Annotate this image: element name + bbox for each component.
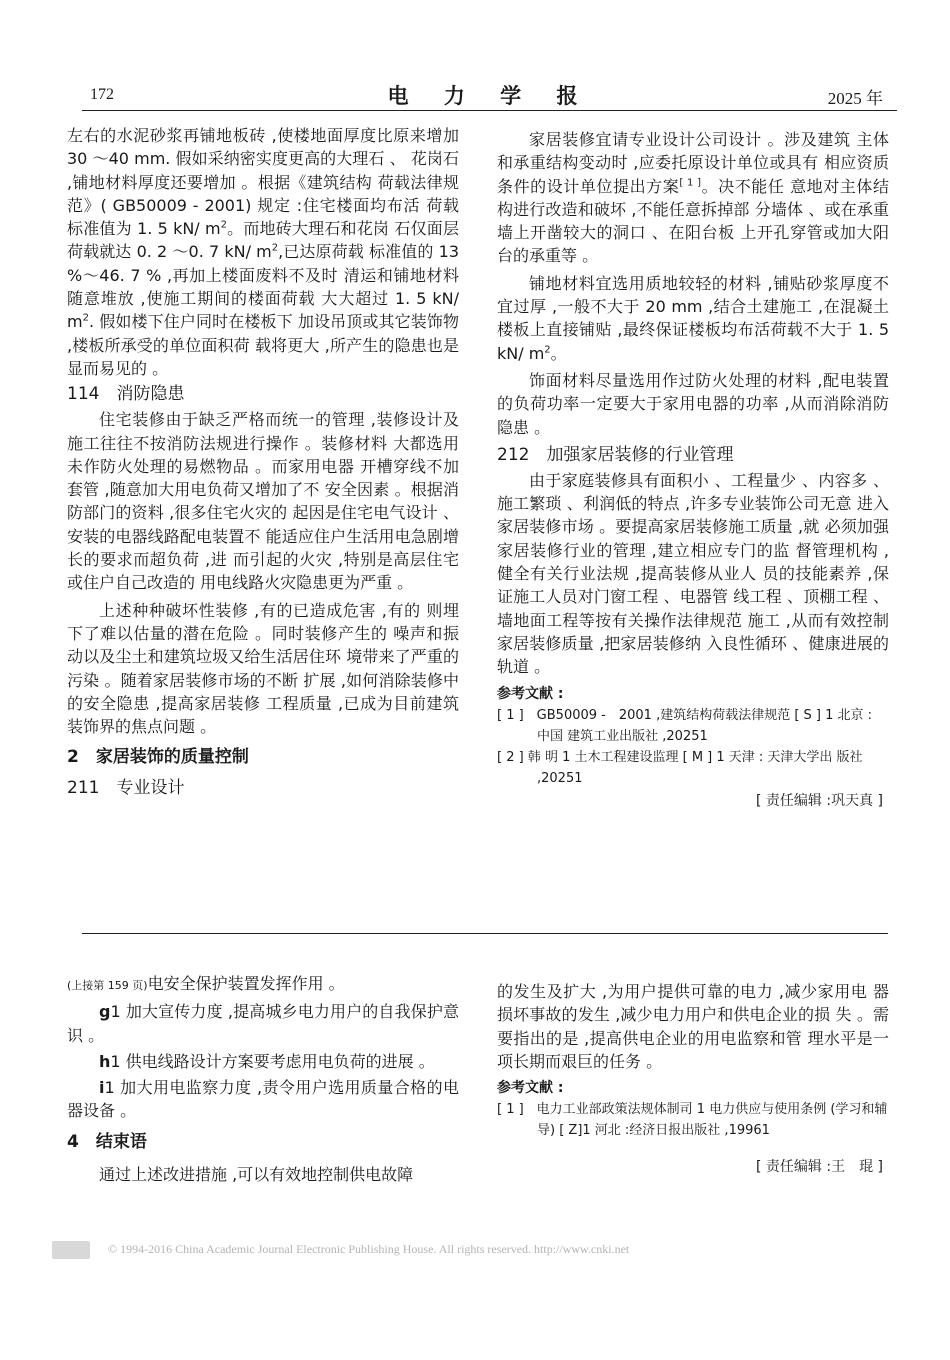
cnki-logo-icon (52, 1241, 90, 1259)
section-heading-quality-control: 2 家居装饰的质量控制 (67, 747, 249, 768)
paragraph-finish-material: 饰面材料尽量选用作过防火处理的材料 ,配电装置的负荷功率一定要大于家用电器的功率 ,从而消除消防隐患 。 (497, 370, 889, 437)
section-heading-conclusion: 4 结束语 (67, 1131, 147, 1152)
responsible-editor: [ 责任编辑 :巩天真 ] (756, 792, 883, 809)
reference-item: [ 2 ] 韩 明 1 土木工程建设监理 [ M ] 1 天津 : 天津大学出 版社 ,20251 (497, 749, 863, 786)
paragraph-conclusion-start: 通过上述改进措施 ,可以有效地控制供电故障 (99, 1164, 414, 1184)
continued-column-left (67, 972, 459, 1186)
paragraph-conclusion-end: 的发生及扩大 ,为用户提供可靠的电力 ,减少家用电 器损坏事故的发生 ,减少电力用户和供电企业的损 失 。需要指出的是 ,提高供电企业的用电监察和管 理水平是一项长期而艰巨的任务 。 (497, 982, 889, 1071)
reference-item: [ 1 ] GB50009 - 2001 ,建筑结构荷载法律规范 [ S ] 1 北京 : 中国 建筑工业出版社 ,20251 (497, 707, 873, 744)
article-separator-rule (82, 933, 888, 934)
paragraph-floor-load: 左右的水泥砂浆再铺地板砖 ,使楼地面厚度比原来增加 30 ～40 mm. 假如采纳密实度更高的大理石 、 花岗石 ,铺地材料厚度还要增加 。根据《建筑结构 荷载法律规范》( GB50009 - 2001) 规定 :住宅楼面均布活 荷载标准值为 1. 5 kN/ $m^2$。而地砖大理石和花岗 石仅面层荷载就达 0. 2 ～0. 7 kN/ $m^2$,已达原荷载 标准值的 13 %～46. 7 % ,再加上楼面废料不及时 清运和铺地材料随意堆放 ,使施工期间的楼面荷载 大大超过 1. 5 kN/ $m^2$. 假如楼下住户同时在楼板下 加设吊顶或其它装饰物 ,楼板所承受的单位面积荷 载将更大 ,所产生的隐患也是显而易见的 。 (67, 126, 459, 378)
section-heading-fire-hazard: 114 消防隐患 (67, 384, 185, 405)
journal-title: 电 力 学 报 (387, 84, 592, 108)
paragraph-continued: (上接第 159 页)电安全保护装置发挥作用 。 (67, 974, 345, 993)
continued-from-label: (上接第 159 页) (67, 979, 148, 992)
paragraph-floor-material: 铺地材料宜选用质地较轻的材料 ,铺贴砂浆厚度不宜过厚 ,一般不大于 20 mm ,结合土建施工 ,在混凝土楼板上直接铺贴 ,最终保证楼板均布活荷载不大于 1. 5 kN/ $m^2$。 (497, 273, 889, 363)
copyright-text: © 1994-2016 China Academic Journal Electronic Publishing House. All rights reserved. http://www.cnki.net (108, 1242, 630, 1256)
references-heading: 参考文献 : (497, 1080, 564, 1097)
list-item-h: h1 供电线路设计方案要考虑用电负荷的进展 。 (99, 1051, 435, 1071)
running-header (82, 80, 897, 110)
list-item-g: g1 加大宣传力度 ,提高城乡电力用户的自我保护意识 。 (67, 1002, 459, 1045)
responsible-editor: [ 责任编辑 :王 琨 ] (756, 1159, 883, 1176)
article-column-left (67, 124, 459, 804)
paragraph-damaging-renovation: 上述种种破坏性装修 ,有的已造成危害 ,有的 则埋下了难以估量的潜在危险 。同时装修产生的 噪声和振动以及尘土和建筑垃圾又给生活居住环 境带来了严重的污染 。随着家居装修市场的不断 扩展 ,如何消除装修中的安全隐患 ,提高家居装修 工程质量 ,已成为目前建筑装饰界的焦点问题 。 (67, 600, 459, 737)
issue-year: 2025 年 (827, 89, 883, 108)
reference-item: [ 1 ] 电力工业部政策法规体制司 1 电力供应与使用条例 (学习和辅导) [ Z]1 河北 :经济日报出版社 ,19961 (497, 1102, 888, 1139)
copyright-footer (52, 1241, 752, 1261)
article-column-right (497, 128, 889, 813)
list-item-i: i1 加大用电监察力度 ,责令用户选用质量合格的电器设备 。 (67, 1078, 459, 1121)
header-rule (82, 110, 897, 111)
paragraph-professional-design: 家居装修宜请专业设计公司设计 。涉及建筑 主体和承重结构变动时 ,应委托原设计单位或具有 相应资质条件的设计单位提出方案[ 1 ]。决不能任 意地对主体结构进行改造和破坏 ,不能任意拆掉部 分墙体 、或在承重墙上开凿较大的洞口 、在阳台板 上开孔穿管或加大阳台的承重等 。 (497, 130, 889, 266)
paragraph-fire-hazard: 住宅装修由于缺乏严格而统一的管理 ,装修设计及施工往往不按消防法规进行操作 。装修材料 大都选用未作防火处理的易燃物品 。而家用电器 开槽穿线不加套管 ,随意加大用电负荷又增加了不 安全因素 。根据消防部门的资料 ,很多住宅火灾的 起因是住宅电气设计 、安装的电器线路配电装置不 能适应住户生活用电急剧增长的要求而超负荷 ,进 而引起的火灾 ,特别是高层住宅或住户自己改造的 用电线路火灾隐患更为严重 。 (67, 410, 459, 593)
references-heading: 参考文献 : (497, 685, 564, 702)
section-heading-professional-design: 211 专业设计 (67, 778, 185, 799)
section-heading-industry-management: 212 加强家居装修的行业管理 (497, 444, 734, 465)
paragraph-industry-management: 由于家庭装修具有面积小 、工程量少 、内容多 、 施工繁琐 、利润低的特点 ,许多专业装饰公司无意 进入家居装修市场 。要提高家居装修施工质量 ,就 必须加强家居装修行业的管理 ,建立相应专门的监 督管理机构 ,健全有关行业法规 ,提高装修从业人 员的技能素养 ,保证施工人员对门窗工程 、电器管 线工程 、顶棚工程 、墙地面工程等按有关操作法律规范 施工 ,从而有效控制家居装修质量 ,把家居装修纳 入良性循环 、健康进展的轨道 。 (497, 470, 889, 677)
continued-column-right (497, 980, 889, 1179)
page-number: 172 (90, 86, 114, 103)
